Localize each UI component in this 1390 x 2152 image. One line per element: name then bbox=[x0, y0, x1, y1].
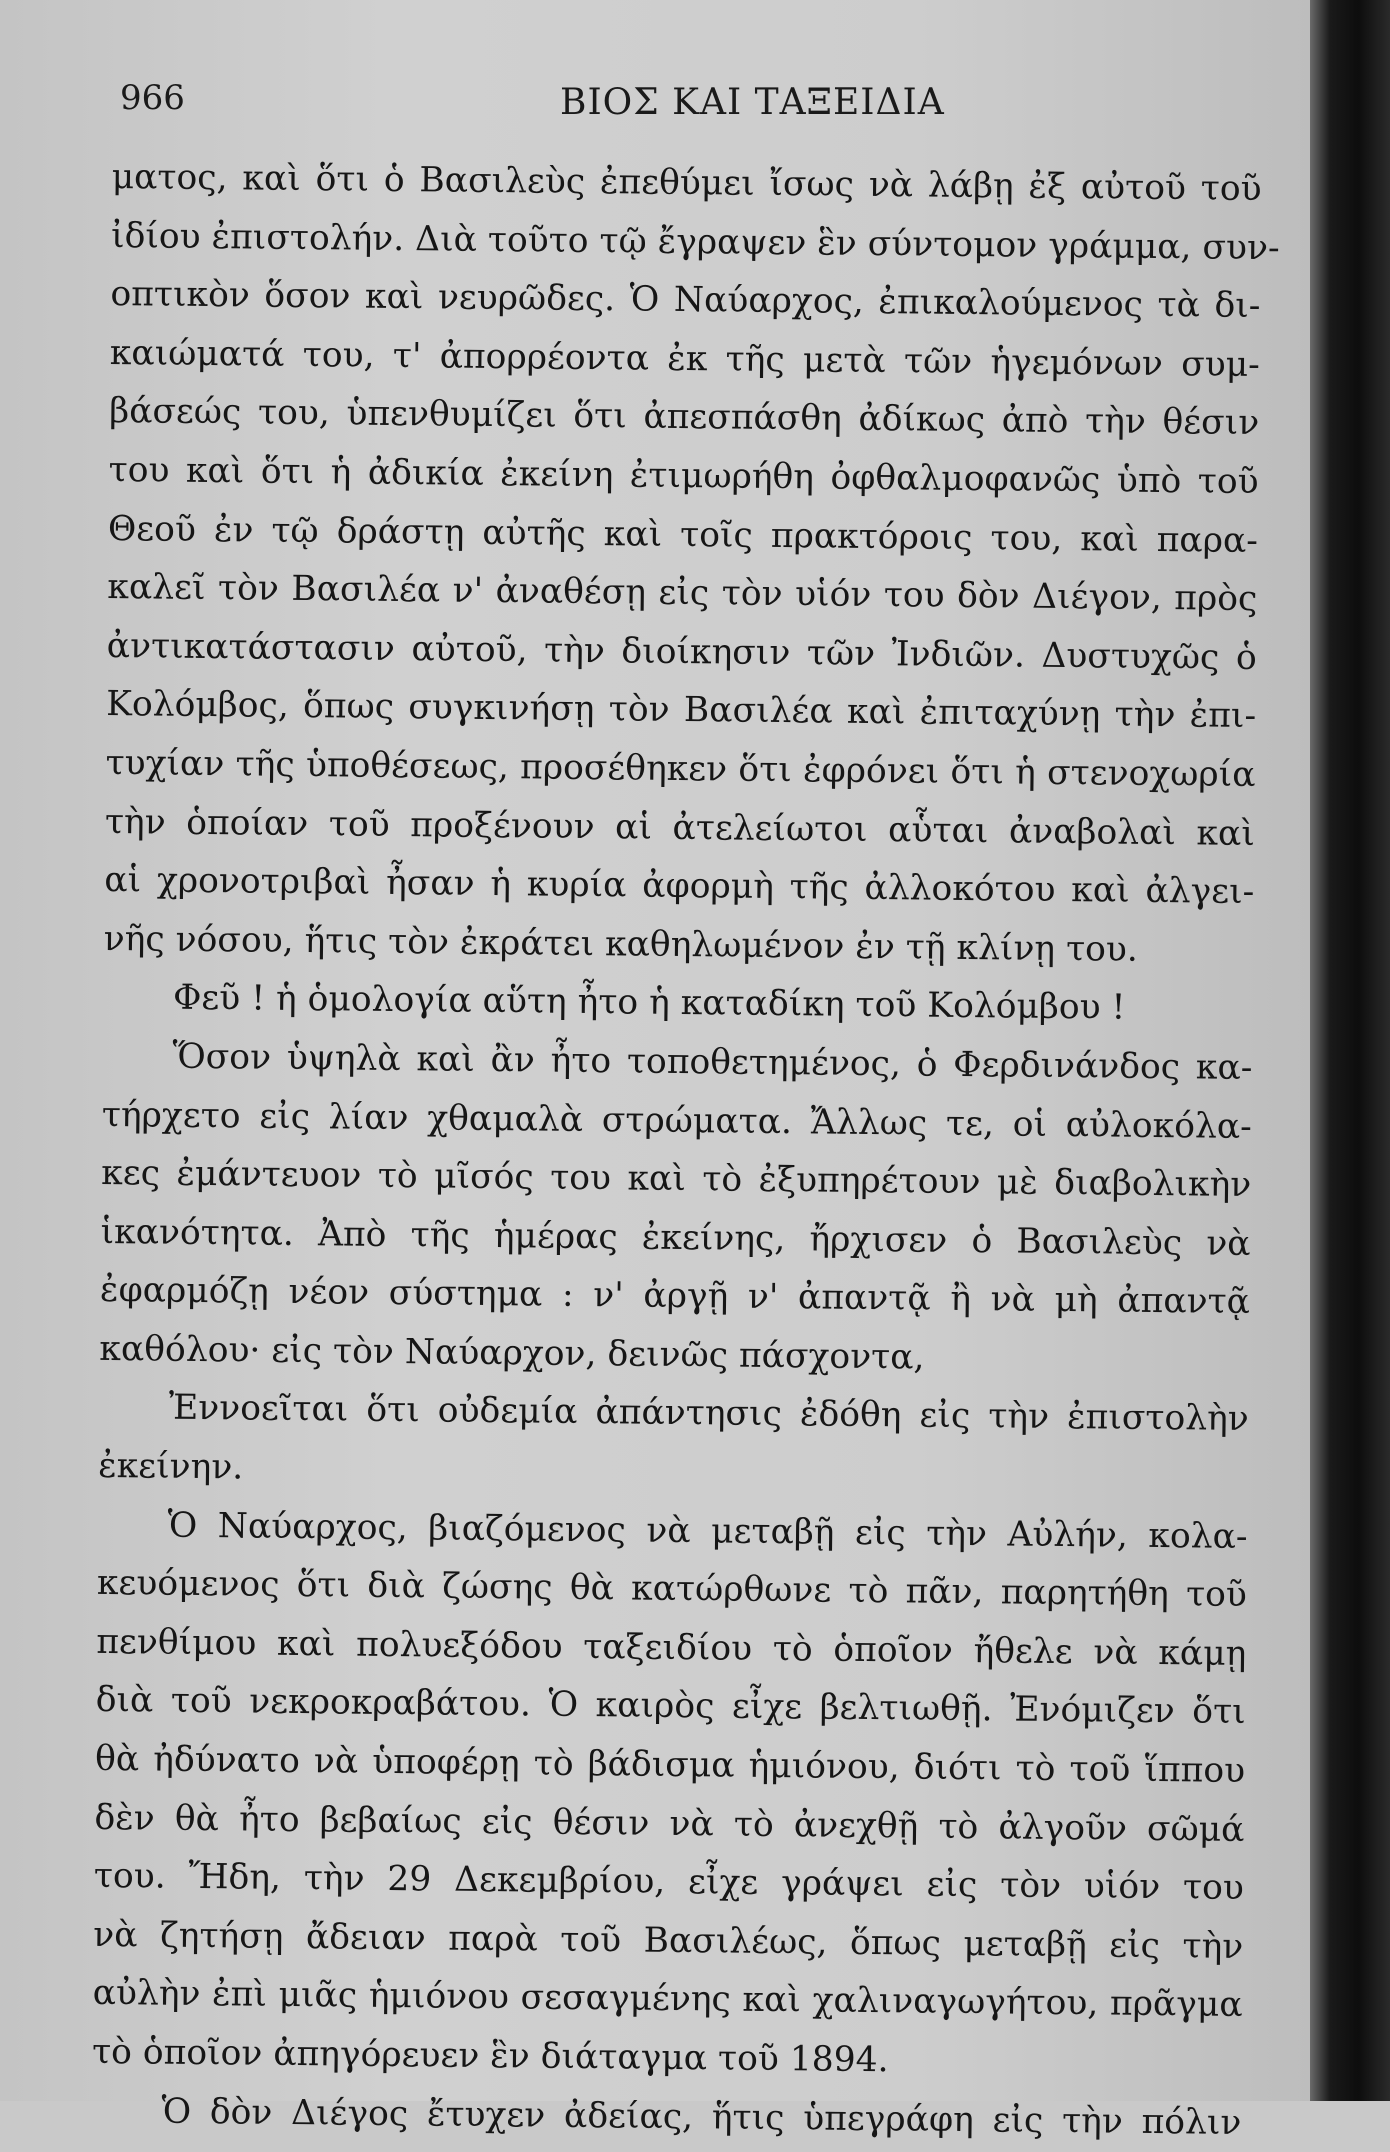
text-line: Θεοῦ ἐν τῷ δράστῃ αὐτῆς καὶ τοῖς πρακτόροις του, καὶ παρα- bbox=[107, 508, 1259, 561]
text-line: οπτικὸν ὅσον καὶ νευρῶδες. Ὁ Ναύαρχος, ἐπικαλούμενος τὰ δι- bbox=[110, 274, 1261, 327]
running-head: ΒΙΟΣ ΚΑΙ ΤΑΞΕΙΔΙΑ bbox=[560, 82, 945, 123]
text-line: τὸ ὁποῖον ἀπηγόρευεν ἓν διάταγμα τοῦ 1894. bbox=[91, 2031, 889, 2081]
text-line: θὰ ἠδύνατο νὰ ὑποφέρῃ τὸ βάδισμα ἡμιόνου, διότι τὸ τοῦ ἵππου bbox=[94, 1738, 1246, 1791]
text-line: Ὅσον ὑψηλὰ καὶ ἂν ἦτο τοποθετημένος, ὁ Φερδινάνδος κα- bbox=[172, 1036, 1253, 1088]
body-text bbox=[91, 148, 1280, 2152]
text-line: τυχίαν τῆς ὑποθέσεως, προσέθηκεν ὅτι ἐφρόνει ὅτι ἡ στενοχωρία bbox=[105, 742, 1256, 795]
text-line: ἐφαρμόζῃ νέον σύστημα : ν' ἀργῇ ν' ἀπαντᾷ ἢ νὰ μὴ ἀπαντᾷ bbox=[99, 1270, 1251, 1323]
text-line: ἀντικατάστασιν αὐτοῦ, τὴν διοίκησιν τῶν Ἰνδιῶν. Δυστυχῶς ὁ bbox=[106, 625, 1257, 678]
text-line: του. Ἤδη, τὴν 29 Δεκεμβρίου, εἶχε γράψει εἰς τὸν υἱόν του bbox=[93, 1856, 1245, 1909]
text-line: του καὶ ὅτι ἡ ἀδικία ἐκείνη ἐτιμωρήθη ὀφθαλμοφανῶς ὑπὸ τοῦ bbox=[108, 449, 1259, 502]
text-line: ἐκείνην. bbox=[97, 1445, 244, 1488]
text-line: Ὁ Ναύαρχος, βιαζόμενος νὰ μεταβῇ εἰς τὴν Αὐλήν, κολα- bbox=[167, 1505, 1248, 1557]
text-line: ἱκανότητα. Ἀπὸ τῆς ἡμέρας ἐκείνης, ἤρχισεν ὁ Βασιλεὺς νὰ bbox=[100, 1211, 1251, 1264]
text-line: ἰδίου ἐπιστολήν. Διὰ τοῦτο τῷ ἔγραψεν ἓν σύντομον γράμμα, συν- bbox=[110, 215, 1280, 268]
page-header bbox=[120, 78, 1270, 138]
text-line: πενθίμου καὶ πολυεξόδου ταξειδίου τὸ ὁποῖον ἤθελε νὰ κάμῃ bbox=[96, 1621, 1247, 1674]
text-line: κευόμενος ὅτι διὰ ζώσης θὰ κατώρθωνε τὸ πᾶν, παρητήθη τοῦ bbox=[96, 1563, 1248, 1616]
text-line: Ἐννοεῖται ὅτι οὐδεμία ἀπάντησις ἐδόθη εἰς τὴν ἐπιστολὴν bbox=[168, 1388, 1249, 1440]
text-line: Ὁ δὸν Διέγος ἔτυχεν ἀδείας, ἥτις ὑπεγράφη εἰς τὴν πόλιν bbox=[161, 2091, 1242, 2143]
text-line: Φεῦ ! ἡ ὁμολογία αὕτη ἦτο ἡ καταδίκη τοῦ Κολόμβου ! bbox=[172, 978, 1126, 1028]
text-line: τὴν ὁποίαν τοῦ προξένουν αἱ ἀτελείωτοι αὗται ἀναβολαὶ καὶ bbox=[104, 801, 1256, 854]
text-line: αἱ χρονοτριβαὶ ἦσαν ἡ κυρία ἀφορμὴ τῆς ἀλλοκότου καὶ ἀλγει- bbox=[104, 860, 1255, 913]
text-line: βάσεώς του, ὑπενθυμίζει ὅτι ἀπεσπάσθη ἀδίκως ἀπὸ τὴν θέσιν bbox=[109, 391, 1260, 444]
text-line: δὲν θὰ ἦτο βεβαίως εἰς θέσιν νὰ τὸ ἀνεχθῇ τὸ ἀλγοῦν σῶμά bbox=[94, 1797, 1245, 1850]
text-line: καλεῖ τὸν Βασιλέα ν' ἀναθέσῃ εἰς τὸν υἱόν του δὸν Διέγον, πρὸς bbox=[107, 567, 1258, 620]
text-line: νῆς νόσου, ἥτις τὸν ἐκράτει καθηλωμένον ἐν τῇ κλίνῃ του. bbox=[103, 918, 1139, 970]
text-line: διὰ τοῦ νεκροκραβάτου. Ὁ καιρὸς εἶχε βελτιωθῇ. Ἐνόμιζεν ὅτι bbox=[95, 1680, 1246, 1733]
text-line: τήρχετο εἰς λίαν χθαμαλὰ στρώματα. Ἄλλως τε, οἱ αὐλοκόλα- bbox=[101, 1094, 1253, 1147]
text-line: καιώματά του, τ' ἀπορρέοντα ἐκ τῆς μετὰ τῶν ἡγεμόνων συμ- bbox=[109, 332, 1261, 385]
text-line: ματος, καὶ ὅτι ὁ Βασιλεὺς ἐπεθύμει ἴσως νὰ λάβῃ ἐξ αὐτοῦ τοῦ bbox=[111, 156, 1262, 210]
text-line: αὐλὴν ἐπὶ μιᾶς ἡμιόνου σεσαγμένης καὶ χαλιναγωγήτου, πρᾶγμα bbox=[92, 1973, 1243, 2026]
text-line: καθόλου· εἰς τὸν Ναύαρχον, δεινῶς πάσχοντα, bbox=[99, 1328, 925, 1378]
text-line: Κολόμβος, ὅπως συγκινήσῃ τὸν Βασιλέα καὶ ἐπιταχύνῃ τὴν ἐπι- bbox=[105, 684, 1257, 737]
text-line: νὰ ζητήσῃ ἄδειαν παρὰ τοῦ Βασιλέως, ὅπως μεταβῇ εἰς τὴν bbox=[93, 1914, 1244, 1967]
book-spine-shadow bbox=[1310, 0, 1390, 2101]
text-line: κες ἐμάντευον τὸ μῖσός του καὶ τὸ ἐξυπηρέτουν μὲ διαβολικὴν bbox=[101, 1153, 1252, 1206]
page-number: 966 bbox=[120, 78, 185, 118]
